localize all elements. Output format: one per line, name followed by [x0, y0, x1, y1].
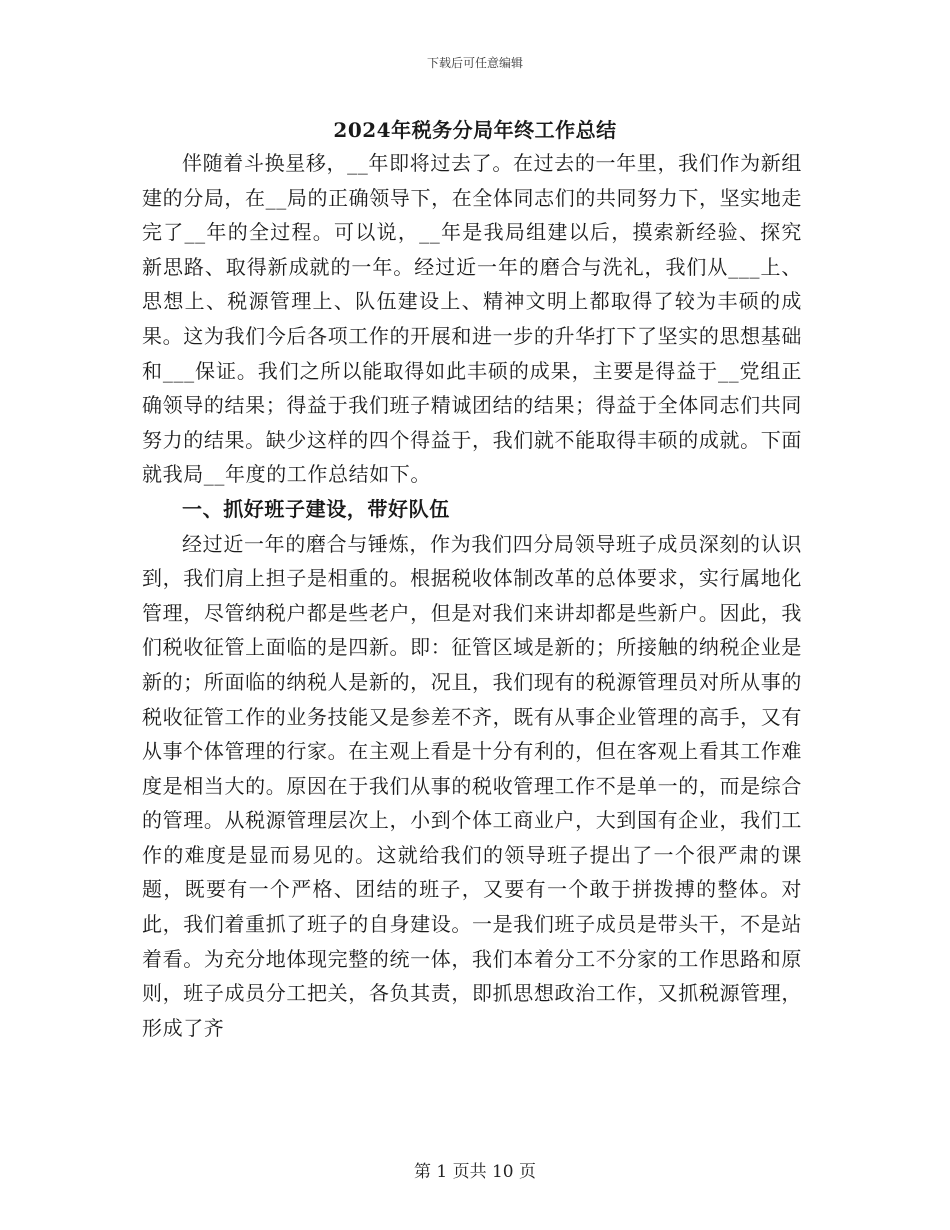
intro-paragraph: 伴随着斗换星移，__年即将过去了。在过去的一年里，我们作为新组建的分局，在__局的正确领导下，在全体同志们的共同努力下，坚实地走完了__年的全过程。可以说，__年是我局组建以后，摸索新经验、探究新思路、取得新成就的一年。经过近一年的磨合与洗礼，我们从___上、思想上、税源管理上、队伍建设上、精神文明上都取得了较为丰硕的成果。这为我们今后各项工作的开展和进一步的升华打下了坚实的思想基础和___保证。我们之所以能取得如此丰硕的成果，主要是得益于__党组正确领导的结果；得益于我们班子精诚团结的结果；得益于全体同志们共同努力的结果。缺少这样的四个得益于，我们就不能取得丰硕的成就。下面就我局__年度的工作总结如下。	[142, 151, 802, 487]
document-body	[142, 146, 802, 1045]
page-footer: 第 1 页共 10 页	[413, 1162, 537, 1182]
section-paragraph: 经过近一年的磨合与锤炼，作为我们四分局领导班子成员深刻的认识到，我们肩上担子是相重的。根据税收体制改革的总体要求，实行属地化管理，尽管纳税户都是些老户，但是对我们来讲却都是些新户。因此，我们税收征管上面临的是四新。即：征管区域是新的；所接触的纳税企业是新的；所面临的纳税人是新的，况且，我们现有的税源管理员对所从事的税收征管工作的业务技能又是参差不齐，既有从事企业管理的高手，又有从事个体管理的行家。在主观上看是十分有利的，但在客观上看其工作难度是相当大的。原因在于我们从事的税收管理工作不是单一的，而是综合的管理。从税源管理层次上，小到个体工商业户，大到国有企业，我们工作的难度是显而易见的。这就给我们的领导班子提出了一个很严肃的课题，既要有一个严格、团结的班子，又要有一个敢于拼拨搏的整体。对此，我们着重抓了班子的自身建设。一是我们班子成员是带头干，不是站着看。为充分地体现完整的统一体，我们本着分工不分家的工作思路和原则，班子成员分工把关，各负其责，即抓思想政治工作，又抓税源管理，形成了齐	[142, 531, 802, 1040]
header-note: 下载后可任意编辑	[426, 56, 523, 70]
document-title: 2024年税务分局年终工作总结	[333, 118, 617, 142]
section-heading: 一、抓好班子建设，带好队伍	[182, 496, 450, 521]
